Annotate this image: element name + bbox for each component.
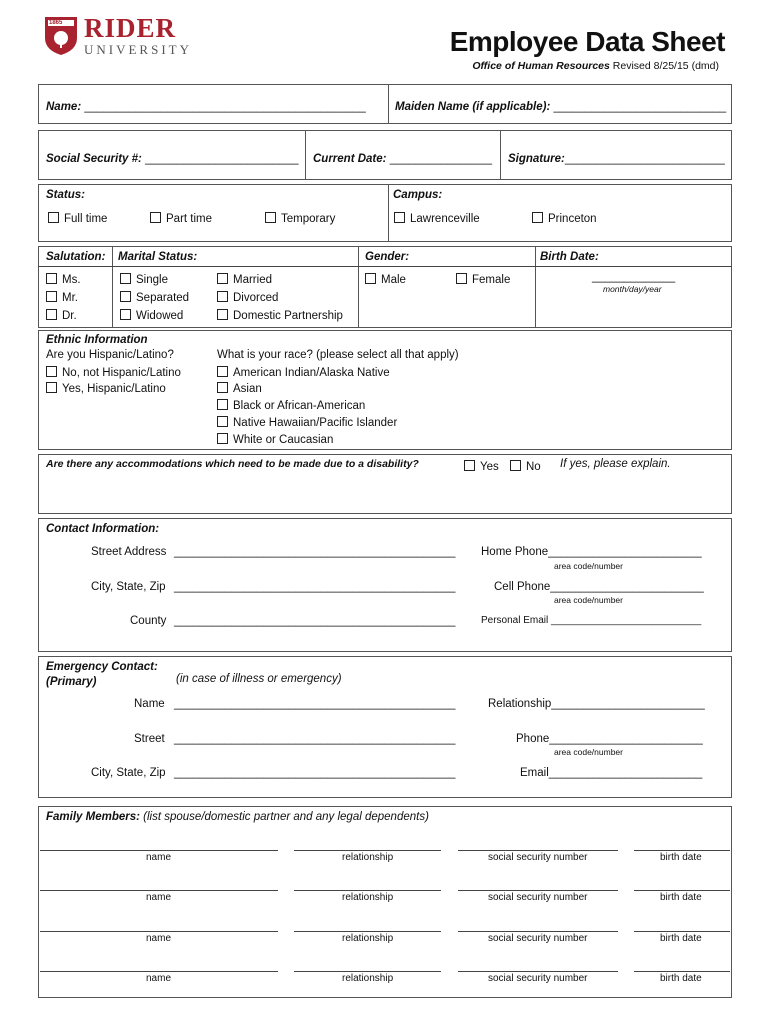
campus-lawrenceville-option[interactable] [394, 212, 480, 225]
family-col-birthdate: birth date [660, 933, 702, 944]
maiden-name-field[interactable] [395, 101, 726, 113]
family-ssn-line[interactable] [458, 890, 618, 891]
checkbox[interactable] [150, 212, 161, 223]
emergency-phone-hint: area code/number [554, 747, 623, 757]
family-relationship-line[interactable] [294, 850, 441, 851]
emergency-note: (in case of illness or emergency) [176, 673, 342, 685]
salutation-ms-option[interactable] [46, 273, 81, 286]
name-line: ____________________________________________ [84, 101, 366, 113]
signature-field[interactable] [508, 153, 725, 165]
checkbox[interactable] [46, 382, 57, 393]
maiden-line: ___________________________ [553, 101, 727, 113]
current-date-label: Current Date: [313, 153, 387, 165]
option-label: Yes, Hispanic/Latino [62, 383, 166, 395]
marital-widowed-option[interactable] [120, 309, 183, 322]
emergency-email-label: Email [520, 767, 549, 779]
county-line[interactable]: ____________________________________________ [174, 615, 456, 627]
disability-explain: If yes, please explain. [560, 458, 671, 470]
checkbox[interactable] [46, 291, 57, 302]
family-ssn-line[interactable] [458, 850, 618, 851]
logo-seal-icon [44, 16, 78, 56]
family-name-line[interactable] [40, 931, 278, 932]
personal-email-line: ___________________________ [551, 615, 702, 626]
family-col-relationship: relationship [342, 933, 394, 944]
option-label: Black or African-American [233, 400, 366, 412]
office-name: Office of Human Resources [472, 60, 610, 72]
checkbox[interactable] [120, 291, 131, 302]
street-address-label: Street Address [91, 546, 167, 558]
salutation-dr-option[interactable] [46, 309, 77, 322]
page-title: Employee Data Sheet [449, 26, 725, 57]
gender-male-option[interactable] [365, 273, 406, 286]
emergency-phone-line: ________________________ [549, 733, 703, 745]
maiden-label: Maiden Name (if applicable): [395, 101, 551, 113]
option-label: Ms. [62, 274, 81, 286]
option-label: Princeton [548, 213, 597, 225]
cell-phone-label: Cell Phone [494, 581, 551, 593]
family-col-name: name [146, 933, 172, 944]
marital-status-label: Marital Status: [118, 251, 198, 263]
race-black-option[interactable] [217, 399, 365, 412]
birth-date-hint: month/day/year [603, 284, 662, 294]
family-ssn-line[interactable] [458, 971, 618, 972]
checkbox[interactable] [120, 273, 131, 284]
checkbox[interactable] [217, 382, 228, 393]
gender-label: Gender: [365, 251, 410, 263]
race-american-indian-option[interactable] [217, 366, 390, 379]
option-label: Dr. [62, 310, 77, 322]
option-label: Separated [136, 292, 190, 304]
status-parttime-option[interactable] [150, 212, 212, 225]
emergency-city-line[interactable]: ____________________________________________ [174, 767, 456, 779]
salutation-label: Salutation: [46, 251, 106, 263]
option-label: Domestic Partnership [233, 310, 343, 322]
salutation-mr-option[interactable] [46, 291, 78, 304]
home-phone-field[interactable] [481, 546, 702, 558]
checkbox[interactable] [464, 460, 475, 471]
office-line [472, 60, 719, 72]
status-fulltime-option[interactable] [48, 212, 107, 225]
personal-email-field[interactable] [481, 615, 701, 626]
family-col-ssn: social security number [488, 892, 588, 903]
checkbox[interactable] [46, 273, 57, 284]
checkbox[interactable] [365, 273, 376, 284]
option-label: No, not Hispanic/Latino [62, 367, 181, 379]
city-state-zip-label: City, State, Zip [91, 581, 166, 593]
logo [44, 14, 194, 60]
checkbox[interactable] [217, 309, 228, 320]
current-date-line: ________________ [389, 153, 493, 165]
option-label: No [526, 461, 541, 473]
contact-title: Contact Information: [46, 523, 160, 535]
emergency-street-line[interactable]: ____________________________________________ [174, 733, 456, 745]
checkbox[interactable] [265, 212, 276, 223]
status-temporary-option[interactable] [265, 212, 335, 225]
ssn-line: ________________________ [145, 153, 299, 165]
campus-princeton-option[interactable] [532, 212, 597, 225]
home-phone-line: ________________________ [548, 546, 702, 558]
emergency-street-label: Street [134, 733, 165, 745]
hispanic-no-option[interactable] [46, 366, 181, 379]
option-label: Native Hawaiian/Pacific Islander [233, 417, 398, 429]
checkbox[interactable] [217, 433, 228, 444]
family-col-birthdate: birth date [660, 892, 702, 903]
option-label: Part time [166, 213, 213, 225]
emergency-name-label: Name [134, 698, 165, 710]
ssn-field[interactable] [46, 153, 299, 165]
family-birthdate-line[interactable] [634, 850, 730, 851]
family-col-ssn: social security number [488, 852, 588, 863]
campus-label: Campus: [393, 189, 443, 201]
family-col-birthdate: birth date [660, 852, 702, 863]
checkbox[interactable] [217, 366, 228, 377]
checkbox[interactable] [46, 309, 57, 320]
option-label: Widowed [136, 310, 184, 322]
ssn-label: Social Security #: [46, 153, 142, 165]
marital-domestic-partnership-option[interactable] [217, 309, 343, 322]
option-label: Single [136, 274, 168, 286]
relationship-line: ________________________ [551, 698, 705, 710]
hispanic-question: Are you Hispanic/Latino? [46, 349, 174, 361]
relationship-field[interactable] [488, 698, 705, 710]
checkbox[interactable] [510, 460, 521, 471]
family-name-line[interactable] [40, 971, 278, 972]
emergency-title: Emergency Contact: [46, 661, 158, 673]
logo-university: UNIVERSITY [84, 42, 192, 57]
emergency-phone-label: Phone [516, 733, 550, 745]
checkbox[interactable] [394, 212, 405, 223]
checkbox[interactable] [532, 212, 543, 223]
family-heading [46, 811, 429, 823]
option-label: Divorced [233, 292, 279, 304]
disability-no-option[interactable] [510, 460, 541, 473]
personal-email-label: Personal Email [481, 615, 549, 626]
checkbox[interactable] [217, 291, 228, 302]
family-col-ssn: social security number [488, 933, 588, 944]
race-hawaiian-option[interactable] [217, 416, 397, 429]
option-label: Full time [64, 213, 108, 225]
signature-label: Signature: [508, 153, 565, 165]
family-col-ssn: social security number [488, 973, 588, 984]
checkbox[interactable] [217, 416, 228, 427]
option-label: Asian [233, 383, 262, 395]
disability-question: Are there any accommodations which need to be made due to a disability? [46, 458, 419, 470]
family-relationship-line[interactable] [294, 890, 441, 891]
emergency-phone-field[interactable] [516, 733, 703, 745]
family-relationship-line[interactable] [294, 931, 441, 932]
family-col-birthdate: birth date [660, 973, 702, 984]
cell-phone-field[interactable] [494, 581, 704, 593]
checkbox[interactable] [48, 212, 59, 223]
status-campus-row [38, 184, 732, 242]
county-label: County [130, 615, 167, 627]
family-col-relationship: relationship [342, 852, 394, 863]
option-label: Male [381, 274, 406, 286]
marital-single-option[interactable] [120, 273, 168, 286]
family-col-name: name [146, 892, 172, 903]
city-state-zip-line[interactable]: ____________________________________________ [174, 581, 456, 593]
hispanic-yes-option[interactable] [46, 382, 166, 395]
status-label: Status: [46, 189, 85, 201]
family-col-relationship: relationship [342, 973, 394, 984]
family-name-line[interactable] [40, 890, 278, 891]
emergency-subtitle: (Primary) [46, 676, 97, 688]
emergency-city-label: City, State, Zip [91, 767, 166, 779]
marital-divorced-option[interactable] [217, 291, 278, 304]
family-title: Family Members: [46, 811, 140, 823]
disability-yes-option[interactable] [464, 460, 499, 473]
home-phone-hint: area code/number [554, 561, 623, 571]
family-col-name: name [146, 852, 172, 863]
marital-married-option[interactable] [217, 273, 272, 286]
race-asian-option[interactable] [217, 382, 262, 395]
name-field[interactable] [46, 101, 366, 113]
emergency-name-line[interactable]: ____________________________________________ [174, 698, 456, 710]
current-date-field[interactable] [313, 153, 492, 165]
family-birthdate-line[interactable] [634, 971, 730, 972]
option-label: Yes [480, 461, 499, 473]
checkbox[interactable] [217, 273, 228, 284]
logo-year: 1865 [49, 20, 63, 26]
cell-phone-line: ________________________ [550, 581, 704, 593]
signature-line: _________________________ [564, 153, 725, 165]
family-birthdate-line[interactable] [634, 931, 730, 932]
checkbox[interactable] [120, 309, 131, 320]
birth-date-label: Birth Date: [540, 251, 599, 263]
relationship-label: Relationship [488, 698, 552, 710]
checkbox[interactable] [456, 273, 467, 284]
race-white-option[interactable] [217, 433, 333, 446]
family-birthdate-line[interactable] [634, 890, 730, 891]
family-relationship-line[interactable] [294, 971, 441, 972]
revised-date: Revised 8/25/15 (dmd) [612, 60, 719, 72]
option-label: Temporary [281, 213, 336, 225]
family-col-relationship: relationship [342, 892, 394, 903]
cell-phone-hint: area code/number [554, 595, 623, 605]
family-ssn-line[interactable] [458, 931, 618, 932]
logo-rider: RIDER [84, 13, 177, 43]
marital-separated-option[interactable] [120, 291, 189, 304]
home-phone-label: Home Phone [481, 546, 549, 558]
emergency-email-line: ________________________ [548, 767, 703, 779]
option-label: White or Caucasian [233, 434, 334, 446]
family-col-name: name [146, 973, 172, 984]
emergency-email-field[interactable] [520, 767, 702, 779]
option-label: American Indian/Alaska Native [233, 367, 390, 379]
birth-date-line[interactable]: _____________ [592, 271, 676, 283]
option-label: Female [472, 274, 511, 286]
race-question: What is your race? (please select all that apply) [217, 349, 459, 361]
checkbox[interactable] [46, 366, 57, 377]
gender-female-option[interactable] [456, 273, 510, 286]
option-label: Mr. [62, 292, 78, 304]
family-name-line[interactable] [40, 850, 278, 851]
name-label: Name: [46, 101, 82, 113]
ethnic-title: Ethnic Information [46, 334, 148, 346]
option-label: Lawrenceville [410, 213, 480, 225]
street-address-line[interactable]: ____________________________________________ [174, 546, 456, 558]
checkbox[interactable] [217, 399, 228, 410]
family-subtitle: (list spouse/domestic partner and any legal dependents) [143, 811, 429, 823]
option-label: Married [233, 274, 272, 286]
